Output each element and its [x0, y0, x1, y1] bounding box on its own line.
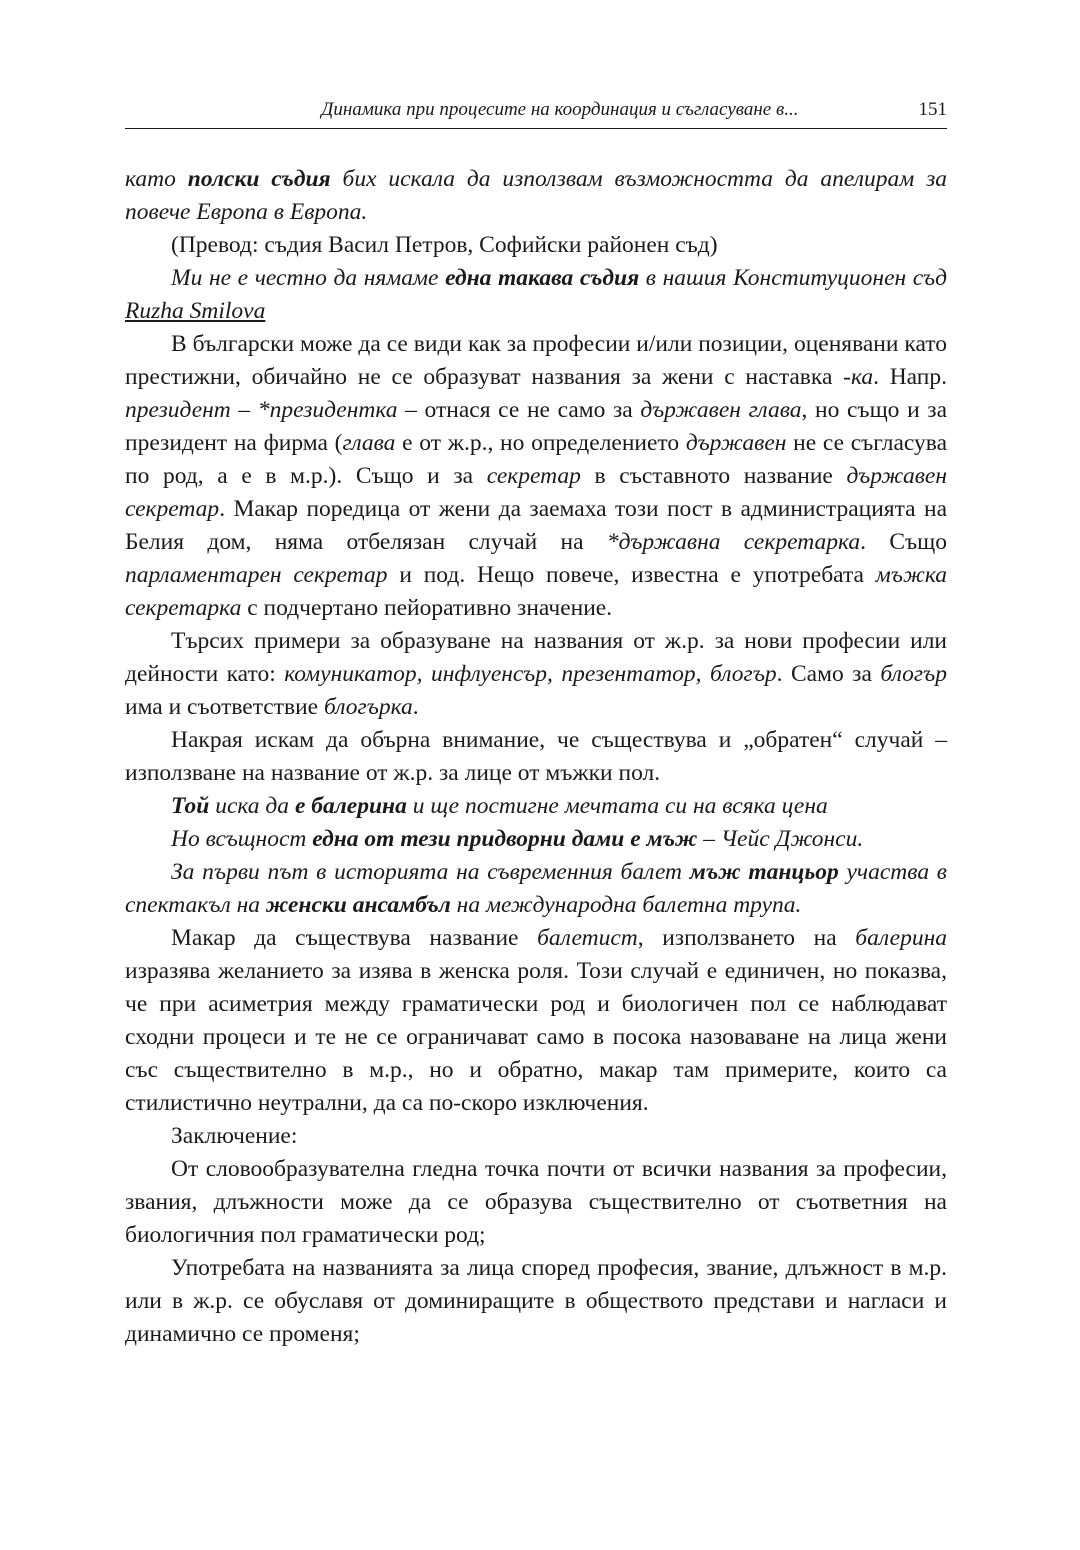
term: -ка	[843, 364, 874, 390]
paragraph-reverse-case: Накрая искам да обърна внимание, че съществува и „обратен“ случай – използване на название от ж.р. за лице от мъжки пол.	[125, 727, 947, 786]
text-run: . Също	[860, 529, 948, 555]
text-run: , но също и за президент на фирма (	[125, 397, 948, 456]
text-run: иска да	[209, 793, 295, 819]
quote-constitutional-court	[125, 262, 947, 328]
text-run: е от ж.р., но определението	[395, 430, 686, 456]
body-text	[125, 163, 947, 1351]
paragraph-prestige-professions	[125, 328, 947, 625]
conclusion-point-1: От словообразувателна гледна точка почти от всички названия за професии, звания, длъжности може да се образува съществително от съответния на биологичния пол граматически род;	[125, 1156, 947, 1248]
translation-note: (Превод: съдия Васил Петров, Софийски районен съд)	[171, 232, 718, 258]
text-run: Макар да съществува название	[171, 925, 538, 951]
term: глава	[342, 430, 396, 456]
text-run: Ми не е честно да нямаме	[171, 265, 446, 291]
text-run: –	[230, 397, 258, 423]
text-run: не се съгласува по род, а е в м.р.). Също и за	[125, 430, 947, 489]
text-run: бих искала да използвам възможността да апелирам за повече Европа в Европа.	[125, 166, 947, 225]
text-run: и ще постигне мечтата си на всяка цена	[406, 793, 828, 819]
text-run: с подчертано пейоративно значение.	[241, 595, 613, 621]
quote-polish-judge	[125, 163, 947, 229]
running-header	[125, 98, 947, 129]
text-run: –	[697, 826, 721, 852]
term: *президентка	[257, 397, 398, 423]
text-run: на международна балетна трупа.	[450, 892, 802, 918]
term: държавен	[685, 430, 787, 456]
emphasis: женски ансамбъл	[265, 892, 451, 918]
conclusion-point-2: Употребата на названията за лица според професия, звание, длъжност в м.р. или в ж.р. се обуславя от доминиращите в обществото представи и нагласи и динамично се променя;	[125, 1255, 947, 1347]
emphasis: Той	[171, 793, 210, 819]
text-run: . Макар поредица от жени да заемаха този пост в администрацията на Белия дом, няма отбелязан случай на	[125, 496, 947, 555]
text-run: За първи път в историята на съвременния балет	[171, 859, 690, 885]
text-run: има и съответствие	[125, 694, 324, 720]
term: *държавна секретарка	[606, 529, 861, 555]
text-run: в нашия Конституционен съд	[639, 265, 947, 291]
term: държавен секретар	[125, 463, 947, 522]
emphasis: полски съдия	[187, 166, 331, 192]
term: държавен глава	[640, 397, 802, 423]
text-run: . Напр.	[873, 364, 947, 390]
term: комуникатор, инфлуенсър, презентатор, блогър	[284, 661, 777, 687]
emphasis: е балерина	[294, 793, 407, 819]
quote-ballerina	[125, 790, 947, 823]
term: блогърка	[323, 694, 413, 720]
text-run: .	[412, 694, 419, 720]
page-number: 151	[918, 99, 947, 120]
running-title: Динамика при процесите на координация и съгласуване в...	[321, 99, 799, 120]
text-run: Чейс Джонси.	[720, 826, 864, 852]
text-run: в съставното название	[580, 463, 847, 489]
text-run: като	[125, 166, 188, 192]
emphasis: една от тези придворни дами е мъж	[312, 826, 698, 852]
term: блогър	[880, 661, 947, 687]
author-link[interactable]: Ruzha Smilova	[125, 298, 266, 324]
quote-court-ladies	[125, 823, 947, 856]
text-run: участва в спектакъл на	[125, 859, 947, 918]
paragraph-ballerina-analysis	[125, 922, 947, 1120]
term: балетист	[537, 925, 638, 951]
conclusion-heading: Заключение:	[171, 1123, 298, 1149]
term: парламентарен секретар	[125, 562, 388, 588]
emphasis: мъж танцьор	[689, 859, 839, 885]
term: балерина	[855, 925, 947, 951]
text-run: и под. Нещо повече, известна е употребата	[387, 562, 876, 588]
term: президент	[125, 397, 231, 423]
term: секретар	[486, 463, 581, 489]
term: мъжка секретарка	[125, 562, 947, 621]
text-run: В български може да се види как за професии и/или позиции, оценявани като престижни, обичайно не се образуват названия за жени с наставка	[125, 331, 947, 390]
quote-ballet-history	[125, 856, 947, 922]
text-run: Търсих примери за образуване на названия от ж.р. за нови професии или дейности като:	[125, 628, 947, 687]
emphasis: една такава съдия	[445, 265, 640, 291]
page	[125, 98, 947, 1351]
text-run: Но всъщност	[171, 826, 313, 852]
text-run: , използването на	[637, 925, 856, 951]
text-run: – отнася се не само за	[397, 397, 641, 423]
text-run: . Само за	[776, 661, 881, 687]
paragraph-new-professions	[125, 625, 947, 724]
text-run: изразява желанието за изява в женска роля. Този случай е единичен, но показва, че при асиметрия между граматически род и биологичен пол се наблюдават сходни процеси и те не се ограничават само в посока назоваване на лица жени със съществително в м.р., но и обратно, макар там примерите, които са стилистично неутрални, да са по-скоро изключения.	[125, 958, 947, 1116]
